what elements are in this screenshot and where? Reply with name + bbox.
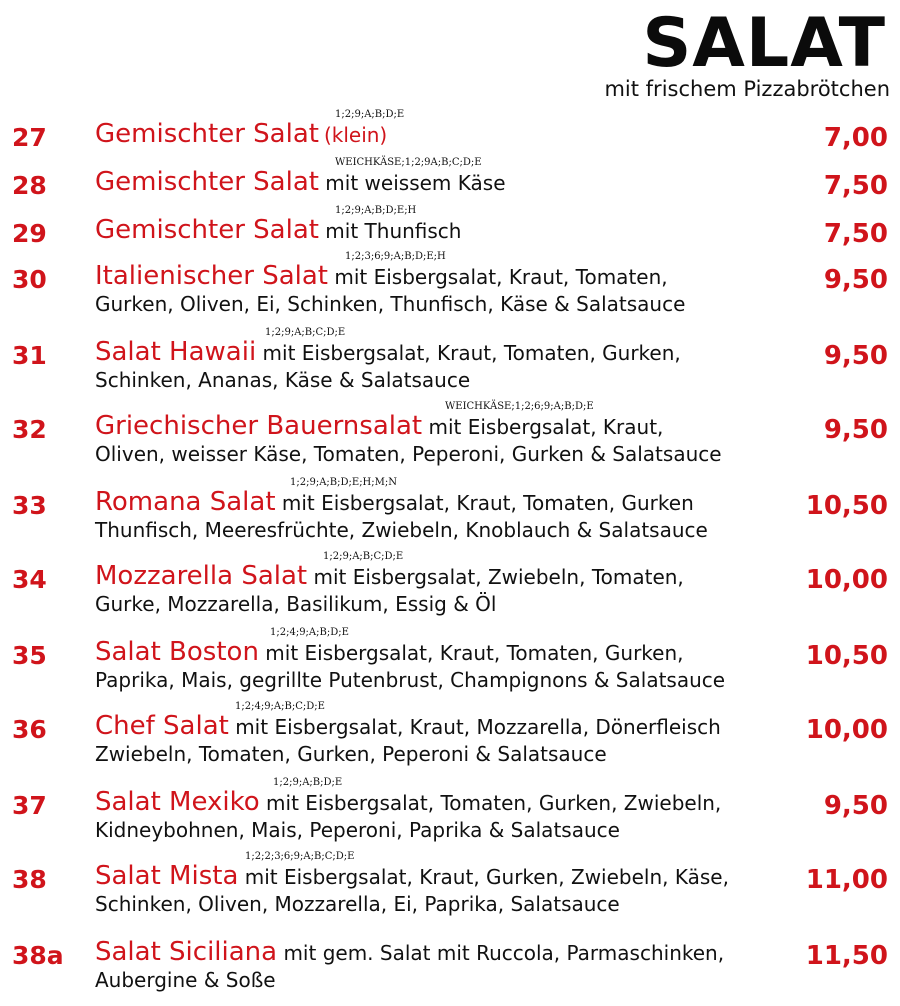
item-number: 30 — [12, 265, 47, 294]
item-description: mit Thunfisch — [318, 219, 462, 243]
item-line1 — [95, 561, 684, 591]
item-description: mit Eisbergsalat, Kraut, Tomaten, Gurken, — [256, 341, 681, 365]
item-price: 10,00 — [805, 565, 888, 595]
item-line1 — [95, 119, 387, 149]
item-name: Gemischter Salat — [95, 119, 319, 149]
item-number: 38a — [12, 941, 64, 970]
menu-item — [0, 552, 900, 622]
allergen-codes: 1;2;3;6;9;A;B;D;E;H — [345, 251, 446, 262]
page-subtitle: mit frischem Pizzabrötchen — [604, 77, 890, 101]
item-description: mit Eisbergsalat, Kraut, Mozzarella, Dönerfleisch — [228, 715, 721, 739]
item-line1 — [95, 787, 721, 817]
allergen-codes: 1;2;4;9;A;B;D;E — [270, 627, 349, 638]
item-description-2: Thunfisch, Meeresfrüchte, Zwiebeln, Knoblauch & Salatsauce — [95, 518, 708, 542]
item-description: mit gem. Salat mit Ruccola, Parmaschinken, — [277, 941, 725, 965]
item-description: mit Eisbergsalat, Zwiebeln, Tomaten, — [307, 565, 684, 589]
item-price: 10,00 — [805, 715, 888, 745]
menu-item — [0, 852, 900, 922]
item-description-2: Aubergine & Soße — [95, 968, 276, 992]
item-price: 9,50 — [823, 341, 888, 371]
allergen-codes: 1;2;9;A;B;D;E;H — [335, 205, 417, 216]
allergen-codes: WEICHKÄSE;1;2;6;9;A;B;D;E — [445, 401, 594, 412]
allergen-codes: 1;2;4;9;A;B;C;D;E — [235, 701, 325, 712]
item-name: Italienischer Salat — [95, 261, 328, 291]
item-name: Salat Hawaii — [95, 337, 257, 367]
item-line1 — [95, 337, 681, 367]
menu-item — [0, 928, 900, 998]
menu-item — [0, 702, 900, 772]
item-price: 10,50 — [805, 641, 888, 671]
item-price: 7,50 — [823, 219, 888, 249]
item-description-2: Paprika, Mais, gegrillte Putenbrust, Champignons & Salatsauce — [95, 668, 726, 692]
item-price: 10,50 — [805, 491, 888, 521]
item-name: Gemischter Salat — [95, 215, 319, 245]
item-line1 — [95, 411, 663, 441]
menu-item — [0, 628, 900, 698]
menu-item — [0, 402, 900, 472]
item-description: mit Eisbergsalat, Kraut, Tomaten, Gurken — [275, 491, 694, 515]
item-price: 11,00 — [805, 865, 888, 895]
item-description-2: Oliven, weisser Käse, Tomaten, Peperoni, Gurken & Salatsauce — [95, 442, 722, 466]
item-description: mit Eisbergsalat, Tomaten, Gurken, Zwiebeln, — [259, 791, 722, 815]
item-description: mit Eisbergsalat, Kraut, Tomaten, — [328, 265, 668, 289]
item-number: 33 — [12, 491, 47, 520]
item-description-2: Zwiebeln, Tomaten, Gurken, Peperoni & Salatsauce — [95, 742, 607, 766]
item-name: Salat Mexiko — [95, 787, 260, 817]
item-number: 32 — [12, 415, 47, 444]
menu-item — [0, 778, 900, 848]
item-price: 9,50 — [823, 265, 888, 295]
menu-item — [0, 478, 900, 548]
allergen-codes: 1;2;2;3;6;9;A;B;C;D;E — [245, 851, 355, 862]
item-line1 — [95, 487, 694, 517]
allergen-codes: WEICHKÄSE;1;2;9A;B;C;D;E — [335, 157, 482, 168]
allergen-codes: 1;2;9;A;B;D;E — [335, 109, 405, 120]
item-number: 29 — [12, 219, 47, 248]
allergen-codes: 1;2;9;A;B;D;E — [273, 777, 343, 788]
item-line1 — [95, 711, 721, 741]
item-description: mit Eisbergsalat, Kraut, — [422, 415, 664, 439]
item-line1 — [95, 215, 461, 245]
item-name: Mozzarella Salat — [95, 561, 308, 591]
item-name: Romana Salat — [95, 487, 276, 517]
item-name: Gemischter Salat — [95, 167, 319, 197]
item-price: 11,50 — [805, 941, 888, 971]
menu-header — [290, 0, 890, 100]
item-description: mit weissem Käse — [318, 171, 506, 195]
menu-item — [0, 252, 900, 322]
item-number: 27 — [12, 123, 47, 152]
item-name: Salat Mista — [95, 861, 239, 891]
item-line1 — [95, 861, 729, 891]
item-description-2: Gurke, Mozzarella, Basilikum, Essig & Öl — [95, 592, 497, 616]
item-price: 7,00 — [823, 123, 888, 153]
item-number: 31 — [12, 341, 47, 370]
item-name: Chef Salat — [95, 711, 229, 741]
item-description: mit Eisbergsalat, Kraut, Tomaten, Gurken, — [258, 641, 684, 665]
item-price: 9,50 — [823, 415, 888, 445]
item-number: 34 — [12, 565, 47, 594]
allergen-codes: 1;2;9;A;B;C;D;E — [265, 327, 346, 338]
item-number: 36 — [12, 715, 47, 744]
item-number: 37 — [12, 791, 47, 820]
item-description: (klein) — [323, 123, 388, 147]
item-line1 — [95, 937, 724, 967]
item-number: 38 — [12, 865, 47, 894]
item-description-2: Schinken, Ananas, Käse & Salatsauce — [95, 368, 471, 392]
item-price: 7,50 — [823, 171, 888, 201]
allergen-codes: 1;2;9;A;B;C;D;E — [323, 551, 404, 562]
item-name: Salat Boston — [95, 637, 259, 667]
page-title: SALAT — [642, 4, 886, 83]
item-name: Salat Siciliana — [95, 937, 278, 967]
item-price: 9,50 — [823, 791, 888, 821]
item-description-2: Schinken, Oliven, Mozzarella, Ei, Paprika, Salatsauce — [95, 892, 620, 916]
allergen-codes: 1;2;9;A;B;D;E;H;M;N — [290, 477, 398, 488]
item-number: 35 — [12, 641, 47, 670]
item-line1 — [95, 261, 668, 291]
menu-item — [0, 328, 900, 398]
item-description-2: Kidneybohnen, Mais, Peperoni, Paprika & Salatsauce — [95, 818, 620, 842]
item-name: Griechischer Bauernsalat — [95, 411, 423, 441]
item-line1 — [95, 637, 684, 667]
item-number: 28 — [12, 171, 47, 200]
item-description: mit Eisbergsalat, Kraut, Gurken, Zwiebeln, Käse, — [238, 865, 729, 889]
item-description-2: Gurken, Oliven, Ei, Schinken, Thunfisch, Käse & Salatsauce — [95, 292, 686, 316]
item-line1 — [95, 167, 506, 197]
